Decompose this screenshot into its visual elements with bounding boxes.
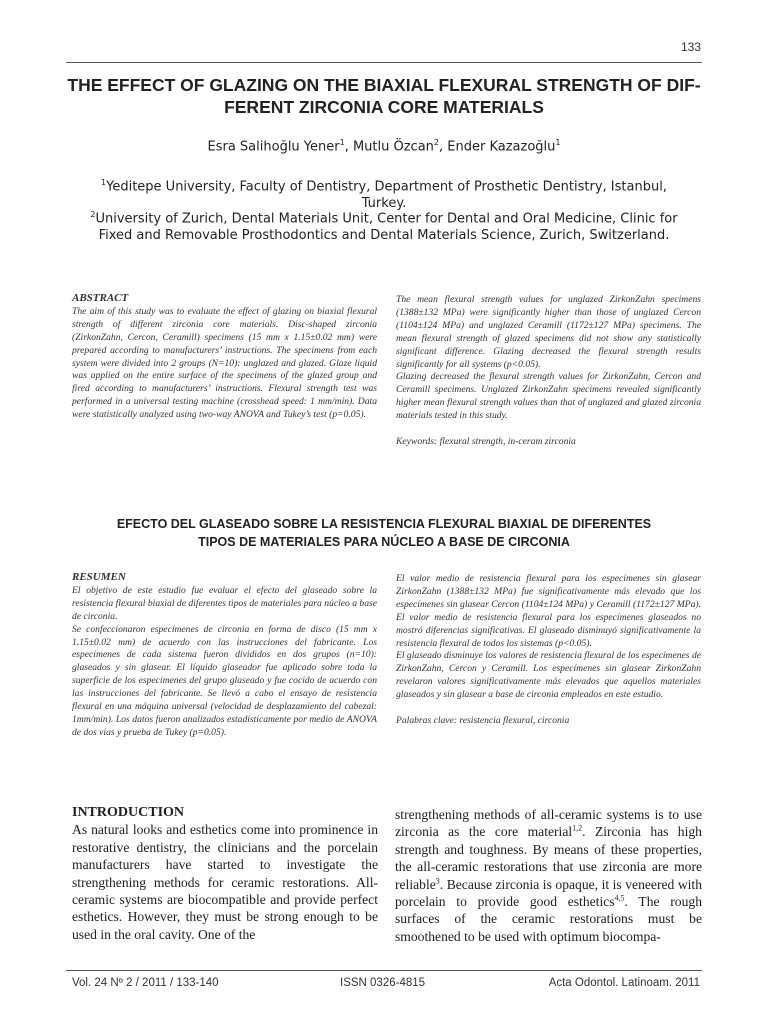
abstract-keywords: Keywords: flexural strength, in-ceram zirconia — [396, 436, 576, 448]
affiliation-text: Yeditepe University, Faculty of Dentistry, Department of Prosthetic Dentistry, Istanbul, Turkey. — [106, 179, 667, 212]
abstract-left-column — [72, 292, 377, 422]
introduction-text: . The rough surfaces of the ceramic restorations must be smoothened to be used with optimum biocompa- — [395, 894, 702, 944]
footer-journal: Acta Odontol. Latinoam. 2011 — [548, 977, 700, 989]
abstract-heading: ABSTRACT — [72, 292, 129, 304]
top-rule — [66, 62, 702, 63]
resumen-objective: El objetivo de este estudio fue evaluar el efecto del glaseado sobre la resistencia flexural biaxial de diferentes tipos de materiales para núcleo a base de circonia. — [72, 584, 377, 622]
paper-title-line-2: FERENT ZIRCONIA CORE MATERIALS — [224, 97, 544, 117]
affiliation-number: 1 — [101, 178, 107, 187]
introduction-text: strengthening methods of all-ceramic systems is to use zirconia as the core material — [395, 807, 702, 840]
introduction-text: . Because zirconia is opaque, it is veneered with porcelain to provide good esthetics — [395, 876, 702, 910]
paper-title — [60, 74, 708, 118]
introduction-heading: INTRODUCTION — [72, 805, 185, 820]
resumen-results: El valor medio de resistencia flexural para los especímenes sin glasear ZirkonZahn (1388±132 MPa) fue significativamente más elevado que los especímenes sin glasear Cercon (1104±124 MPa) y Ceramill (1172±127 MPa). El valor medio de resistencia flexural para los especímenes glaseados no mostró diferencias significativas. El glaseado disminuyó significativamente la resistencia flexural de todos los sistemas (p<0.05). — [396, 573, 701, 649]
spanish-title — [80, 515, 688, 551]
abstract-text: The aim of this study was to evaluate the effect of glazing on biaxial flexural strength of different zirconia core materials. Disc-shaped zirconia (ZirkonZahn, Cercon, Ceramill) specimens (15 mm x 1.15±0.02 mm) were prepared according to manufacturers’ instructions. The specimens from each system were divided into 2 groups (N=10): unglazed and glazed. Glaze liquid was applied on the entire surface of the specimens of the glazed group and fired according to manufacturers’ instructions. Flexural strength test was performed in a universal testing machine (crosshead speed: 1 mm/min). Data were statistically analyzed using two-way ANOVA and Tukey’s test (p=0.05). — [72, 305, 377, 421]
abstract-right-column — [396, 294, 701, 449]
citation-ref: 4,5 — [614, 893, 625, 903]
author-affiliation-mark: 1 — [339, 138, 345, 147]
resumen-left-column — [72, 571, 377, 740]
affiliation-2 — [80, 206, 688, 244]
footer-issn: ISSN 0326-4815 — [340, 977, 426, 989]
author-affiliation-mark: 2 — [433, 138, 440, 147]
spanish-title-line-1: EFECTO DEL GLASEADO SOBRE LA RESISTENCIA FLEXURAL BIAXIAL DE DIFERENTES — [116, 517, 652, 531]
introduction-left-column — [72, 804, 378, 943]
spanish-title-line-2: TIPOS DE MATERIALES PARA NÚCLEO A BASE DE CIRCONIA — [198, 535, 570, 549]
resumen-conclusion: El glaseado disminuye los valores de resistencia flexural de los especímenes de ZirkonZahn, Cercon y Ceramill. Los especímenes sin glasear ZirkonZahn revelaron valores significativamente más elevados que aquellos materiales glaseados y sin glasear a base de circonia empleados en este estudio. — [396, 650, 701, 701]
resumen-heading: RESUMEN — [72, 571, 126, 583]
introduction-right-column — [395, 806, 702, 945]
introduction-text: As natural looks and esthetics come into prominence in restorative dentistry, the clinicians and the porcelain manufacturers have started to investigate the strengthening methods for ceramic restorations. All-ceramic systems are biocompatible and provide perfect esthetics. However, they must be strong enough to be used in the oral cavity. One of the — [72, 822, 378, 942]
citation-ref: 1,2 — [572, 823, 583, 833]
abstract-results: The mean flexural strength values for unglazed ZirkonZahn specimens (1388±132 MPa) were significantly higher than those of unglazed Cercon (1104±124 MPa) and unglazed Ceramill (1172±127 MPa) specimens. The mean flexural strength of glazed specimens did not show any statistically significant difference. Glazing decreased the flexural strength results significantly for all systems (p<0.05). — [396, 294, 701, 370]
paper-title-line-1: THE EFFECT OF GLAZING ON THE BIAXIAL FLEXURAL STRENGTH OF DIF- — [67, 75, 701, 95]
citation-ref: 3 — [435, 876, 440, 886]
author-separator: , — [439, 139, 448, 155]
bottom-rule — [66, 970, 702, 971]
author-name: Esra Salihoğlu Yener — [207, 139, 340, 155]
author-name: Mutlu Özcan — [352, 139, 434, 155]
resumen-keywords: Palabras clave: resistencia flexural, circonia — [396, 715, 570, 727]
footer-volume: Vol. 24 Nº 2 / 2011 / 133-140 — [72, 977, 219, 989]
affiliation-text: University of Zurich, Dental Materials Unit, Center for Dental and Oral Medicine, Clinic for Fixed and Removable Prosthodontics and Dental Materials Science, Zurich, Switzerland. — [95, 211, 678, 244]
author-list — [60, 138, 708, 154]
author-affiliation-mark: 1 — [555, 138, 561, 147]
author-name: Ender Kazazoğlu — [447, 139, 556, 155]
abstract-conclusion: Glazing decreased the flexural strength values for ZirkonZahn, Cercon and Ceramill specimens. Unglazed ZirkonZahn specimens revealed significantly higher mean flexural strength values than that of unglazed and glazed zirconia materials tested in this study. — [396, 371, 701, 422]
page-number: 133 — [680, 40, 701, 54]
resumen-right-column — [396, 573, 701, 728]
author-separator: , — [344, 139, 353, 155]
resumen-methods: Se confeccionaron especímenes de circonia en forma de disco (15 mm x 1.15±0.02 mm) de acuerdo con las instrucciones del fabricante. Los especímenes de cada sistema fueron divididos en dos grupos (n=10): glaseados y sin glasear. El líquido glaseador fue aplicado sobre toda la superficie de los especímenes del grupo glaseado y fue cocido de acuerdo con las instrucciones del fabricante. Se llevó a cabo el ensayo de resistencia flexural en una máquina universal (velocidad de desplazamiento del cabezal: 1mm/min). Los datos fueron analizados estadísticamente por medio de ANOVA de dos vías y prueba de Tukey (p=0.05). — [72, 623, 377, 738]
introduction-text: . Zirconia has high strength and toughness. By means of these properties, the all-ceramic restorations that use zirconia are more reliable — [395, 824, 702, 892]
affiliation-number: 2 — [90, 210, 96, 219]
